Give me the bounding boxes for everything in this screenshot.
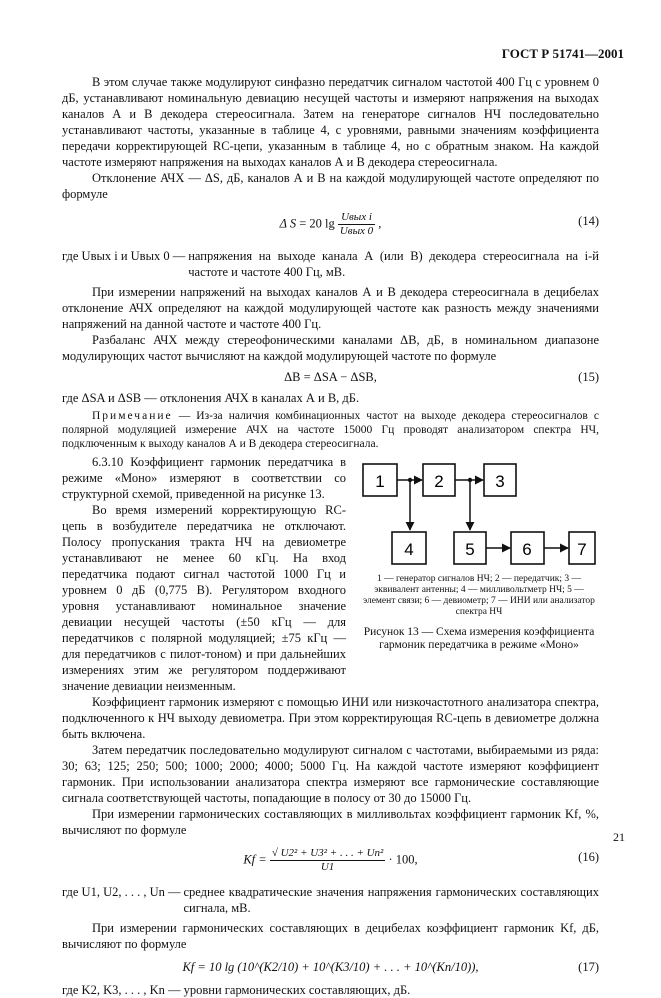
formula-16-tail: · 100, bbox=[388, 852, 418, 867]
formula-16-denominator: U1 bbox=[320, 861, 335, 873]
paragraph-1: В этом случае также модулируют синфазно передатчик сигналом частотой 400 Гц с уровнем 0 дБ, устанавливают номинальную девиацию несущей частоты и измеряют напряжения на выходах каналов А и В декодера стереосигнала. Затем на генераторе сигналов НЧ последовательно устанавливают частоты, указанные в таблице 4, с уровнями, равными значениям коэффициента передачи корректирующей RC-цепи, указанным в таблице 4, но с обратным знаком. На каждой частоте измеряют напряжения на выходах каналов А и В декодера стереосигнала. bbox=[62, 75, 599, 169]
where-16 bbox=[62, 884, 599, 916]
paragraph-2: Отклонение АЧХ — ΔS, дБ, каналов А и В на каждой модулирующей частоте определяют по формуле bbox=[62, 171, 599, 201]
formula-14-number: (14) bbox=[578, 214, 599, 228]
block-3-label: 3 bbox=[495, 472, 505, 491]
block-5 bbox=[454, 532, 486, 564]
where-14-text: напряжения на выходе канала А (или В) декодера стереосигнала на i-й частоте и частоте 400 Гц, мВ. bbox=[188, 249, 599, 279]
formula-14 bbox=[62, 205, 599, 245]
paragraph-6: Во время измерений корректирующую RC-цепь в возбудителе передатчика не отключают. Полосу пропускания тракта НЧ на девиометре устанавливают не менее 60 кГц. На вход передатчика подают сигнал частотой 1000 Гц и уровнем 0 дБ (0,775 В). Регулятором входного уровня устанавливают номинальное значение девиации несущей частоты (±50 кГц — для передатчиков с полярной модуляцией; ±75 кГц — для передатчиков с пилот-тоном) и при дальнейших измерениях этим же регулятором поддерживают значение девиации неизменным. bbox=[62, 503, 346, 693]
formula-16-numerator: √ U2² + U3² + . . . + Un² bbox=[271, 847, 384, 859]
note-text: — Из-за наличия комбинационных частот на выходе декодера стереосигналов с полярной модуляцией измерение АЧХ на частоте 15000 Гц проводят анализатором спектра НЧ, подключенным к выходу каналов А и В декодера стереосигнала. bbox=[62, 410, 599, 450]
formula-15 bbox=[62, 367, 599, 387]
formula-17-eq: Kf = 10 lg (10^(K2/10) + 10^(K3/10) + . . . + 10^(Kn/10)), bbox=[182, 960, 479, 974]
paragraph-3: При измерении напряжений на выходах каналов А и В декодера стереосигнала в децибелах отклонение АЧХ определяют на каждой модулирующей частоте как разность между значениями напряжений на данной частоте и частоте 400 Гц. bbox=[62, 285, 599, 331]
formula-15-number: (15) bbox=[578, 370, 599, 384]
block-diagram bbox=[360, 460, 598, 570]
formula-14-numerator: Uвых i bbox=[338, 211, 375, 225]
formula-17 bbox=[62, 955, 599, 979]
page-header: ГОСТ Р 51741—2001 bbox=[501, 46, 624, 61]
formula-15-eq: ΔB = ΔSA − ΔSB, bbox=[284, 370, 377, 384]
where-16-text: среднее квадратические значения напряжения гармонических составляющих сигнала, мВ. bbox=[183, 885, 599, 915]
formula-17-number: (17) bbox=[578, 960, 599, 974]
document-body bbox=[62, 74, 599, 998]
paragraph-4: Разбаланс АЧХ между стереофоническими каналами ΔВ, дБ, в номинальном диапазоне модулирующих частот вычисляют на каждой модулирующей частоте по формуле bbox=[62, 333, 599, 363]
formula-16-lhs: Kf = bbox=[243, 852, 267, 867]
formula-14-denominator: Uвых 0 bbox=[339, 225, 374, 237]
note bbox=[62, 409, 599, 451]
block-2 bbox=[423, 464, 455, 496]
where-14-label: где Uвых i и Uвых 0 — bbox=[62, 249, 186, 263]
formula-16-number: (16) bbox=[578, 850, 599, 864]
figure-text-column bbox=[62, 454, 346, 694]
formula-14-coef: = 20 lg bbox=[299, 216, 335, 231]
formula-16 bbox=[62, 841, 599, 881]
where-16-label: где U1, U2, . . . , Un — bbox=[62, 885, 181, 899]
figure-section bbox=[62, 454, 599, 694]
paragraph-9: При измерении гармонических составляющих в милливольтах коэффициент гармоник Kf, %, вычисляют по формуле bbox=[62, 807, 599, 837]
junction-a bbox=[408, 478, 412, 482]
block-7 bbox=[569, 532, 595, 564]
where-15: где ΔSA и ΔSB — отклонения АЧХ в каналах А и В, дБ. bbox=[62, 391, 360, 405]
block-5-label: 5 bbox=[465, 540, 475, 559]
block-6 bbox=[511, 532, 544, 564]
block-4-label: 4 bbox=[404, 540, 414, 559]
junction-b bbox=[468, 478, 472, 482]
formula-14-lhs: Δ S bbox=[279, 216, 297, 231]
figure-legend: 1 — генератор сигналов НЧ; 2 — передатчик; 3 — эквивалент антенны; 4 — милливольтметр НЧ; 5 — элемент связи; 6 — девиометр; 7 — ИНИ или анализатор спектра НЧ bbox=[363, 574, 595, 617]
paragraph-5: 6.3.10 Коэффициент гармоник передатчика в режиме «Моно» измеряют в соответствии со структурной схемой, приведенной на рисунке 13. bbox=[62, 455, 346, 501]
where-14 bbox=[62, 248, 599, 280]
block-3 bbox=[484, 464, 516, 496]
paragraph-7: Коэффициент гармоник измеряют с помощью ИНИ или низкочастотного анализатора спектра, подключенного к НЧ выходу девиометра. При этом корректирующая RC-цепь в девиометре должна быть включена. bbox=[62, 695, 599, 741]
block-1-label: 1 bbox=[375, 472, 385, 491]
figure-13 bbox=[360, 454, 598, 694]
block-4 bbox=[392, 532, 426, 564]
formula-16-fraction bbox=[270, 847, 386, 874]
figure-caption: Рисунок 13 — Схема измерения коэффициента гармоник передатчика в режиме «Моно» bbox=[363, 626, 595, 651]
paragraph-10: При измерении гармонических составляющих в децибелах коэффициент гармоник Kf, дБ, вычисляют по формуле bbox=[62, 921, 599, 951]
paragraph-8: Затем передатчик последовательно модулируют сигналом с частотами, выбираемыми из ряда: 30; 63; 125; 250; 500; 1000; 2000; 4000; 5000 Гц. На каждой частоте измеряют коэффициент гармоник. При использовании анализатора спектра измеряют все гармонические составляющие сигнала соответствующей частоты, попадающие в полосу от 30 до 15000 Гц. bbox=[62, 743, 599, 805]
where-17: где K2, K3, . . . , Kn — уровни гармонических составляющих, дБ. bbox=[62, 983, 411, 997]
block-6-label: 6 bbox=[522, 540, 532, 559]
page-number: 21 bbox=[613, 830, 625, 844]
formula-14-fraction bbox=[338, 211, 375, 238]
formula-14-tail: , bbox=[378, 216, 382, 231]
note-label: Примечание bbox=[92, 410, 173, 422]
block-2-label: 2 bbox=[434, 472, 444, 491]
block-1 bbox=[363, 464, 397, 496]
block-7-label: 7 bbox=[577, 540, 587, 559]
